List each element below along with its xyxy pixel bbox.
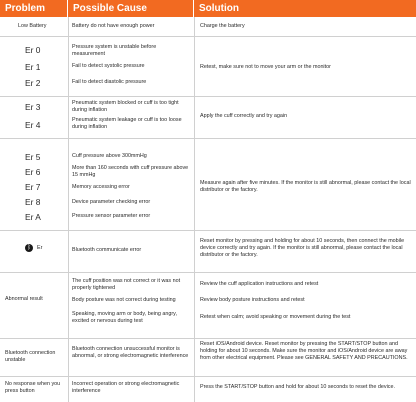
problem-cell: Bluetooth connection unstable — [5, 350, 56, 364]
problem-cell: No response when you press button — [5, 381, 61, 395]
cause-cell: Fail to detect systolic pressure — [72, 63, 145, 69]
solution-cell: Measure again after five minutes. If the monitor is still abnormal, please contact the local distributor or the factory. — [200, 180, 411, 194]
solution-cell: Review body posture instructions and retest — [200, 297, 305, 303]
solution-cell: Charge the battery — [200, 23, 245, 29]
row-divider — [0, 230, 416, 231]
cause-cell: Pressure system is unstable before measurement — [72, 44, 157, 58]
cause-cell: Bluetooth communicate error — [72, 247, 142, 253]
cause-cell: More than 160 seconds with cuff pressure above 15 mmHg — [72, 165, 189, 179]
cause-cell: Body posture was not correct during testing — [72, 297, 176, 303]
header-possible-cause: Possible Cause — [68, 0, 194, 17]
cause-cell: Pneumatic system leakage or cuff is too loose during inflation — [72, 117, 182, 131]
row-divider — [0, 36, 416, 37]
error-code: Er 6 — [25, 167, 41, 177]
cause-cell: Device parameter checking error — [72, 199, 151, 205]
solution-cell: Apply the cuff correctly and try again — [200, 113, 288, 119]
cause-cell: Memory accessing error — [72, 184, 130, 190]
table-header — [0, 0, 416, 17]
cause-cell: Pneumatic system blocked or cuff is too tight during inflation — [72, 100, 179, 114]
error-code: Er 7 — [25, 182, 41, 192]
error-code: Er 2 — [25, 78, 41, 88]
cause-cell: Bluetooth connection unsuccessful monitor is abnormal, or strong electromagnetic interference — [72, 346, 189, 360]
row-divider — [0, 96, 416, 97]
solution-cell: Reset monitor by pressing and holding for about 10 seconds, then connect the mobile device correctly and try again. If the monitor is still abnormal, please contact the local distributor or the factory. — [200, 238, 405, 259]
solution-cell: Retest when calm; avoid speaking or movement during the test — [200, 314, 351, 320]
solution-cell: Review the cuff application instructions and retest — [200, 281, 319, 287]
solution-cell: Retest, make sure not to move your arm or the monitor — [200, 64, 331, 70]
error-code: Er 8 — [25, 197, 41, 207]
solution-cell: Reset iOS/Android device. Reset monitor by pressing the START/STOP button and holding for about 10 seconds. Make sure the monitor and iOS/Android device are away from other electrical equipment. Please see GENERAL SAFETY AND PRECAUTIONS. — [200, 341, 408, 362]
cause-cell: Speaking, moving arm or body, being angry, excited or nervous during test — [72, 311, 177, 325]
header-problem: Problem — [0, 0, 68, 17]
cause-cell: Incorrect operation or strong electromagnetic interference — [72, 381, 180, 395]
solution-cell: Press the START/STOP button and hold for about 10 seconds to reset the device. — [200, 384, 395, 390]
error-code: Er 5 — [25, 152, 41, 162]
cause-cell: Cuff pressure above 300mmHg — [72, 153, 147, 159]
cause-cell: The cuff position was not correct or it was not properly tightened — [72, 278, 181, 292]
cause-cell: Pressure sensor parameter error — [72, 213, 151, 219]
cause-cell: Battery do not have enough power — [72, 23, 155, 29]
error-code: Er 1 — [25, 62, 41, 72]
error-code: Er 3 — [25, 102, 41, 112]
cause-cell: Fail to detect diastolic pressure — [72, 79, 147, 85]
bluetooth-icon: ᛒ — [25, 244, 33, 252]
error-code: Er A — [25, 212, 41, 222]
row-divider — [0, 338, 416, 339]
error-code: Er — [37, 245, 43, 251]
problem-cell: Low Battery — [18, 23, 47, 29]
row-divider — [0, 376, 416, 377]
row-divider — [0, 138, 416, 139]
header-solution: Solution — [194, 0, 416, 17]
problem-cell: Abnormal result — [5, 296, 43, 302]
column-divider — [194, 17, 195, 402]
row-divider — [0, 272, 416, 273]
column-divider — [68, 17, 69, 402]
error-code: Er 4 — [25, 120, 41, 130]
error-code: Er 0 — [25, 45, 41, 55]
